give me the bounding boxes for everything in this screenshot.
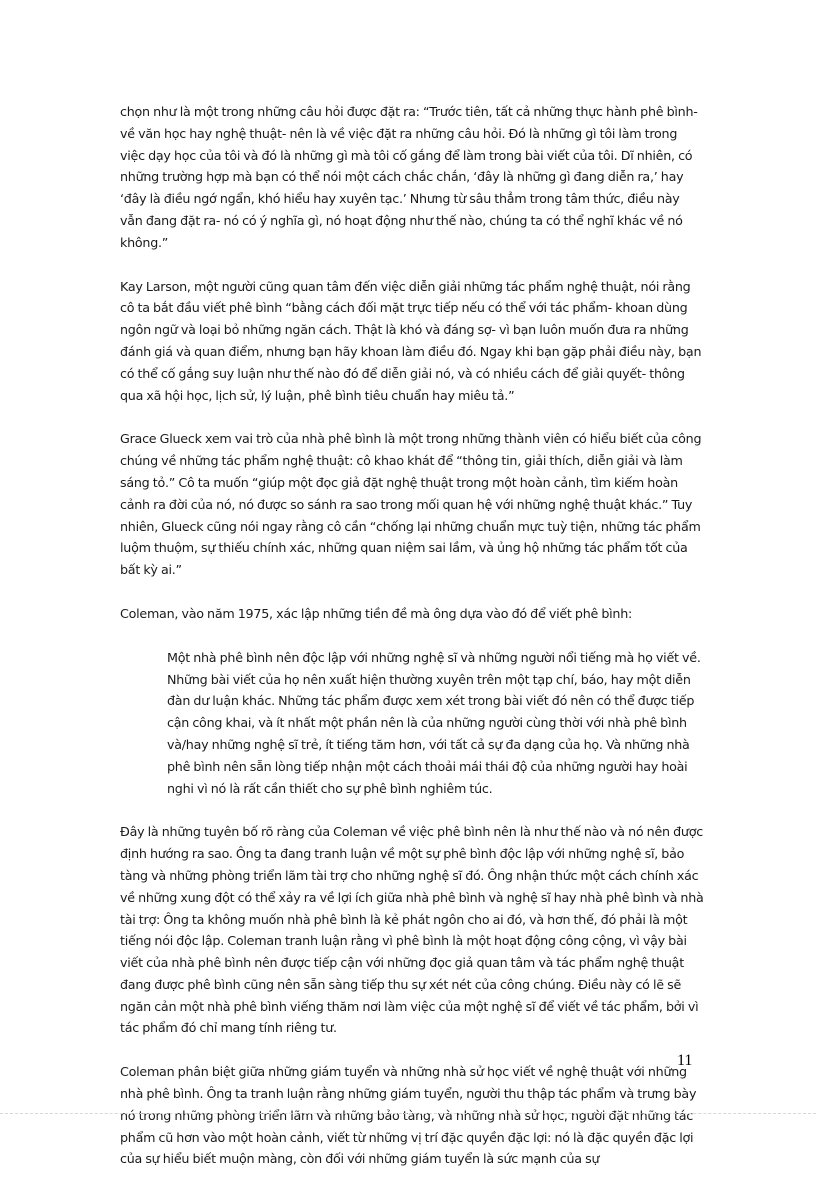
document-body <box>120 101 705 1192</box>
page-number: 11 <box>677 1052 693 1069</box>
paragraph-coleman-intro: Coleman, vào năm 1975, xác lập những tiền đề mà ông dựa vào đó để viết phê bình: <box>120 605 633 621</box>
paragraph-coleman-statement: Đây là những tuyên bố rõ ràng của Coleman về việc phê bình nên là như thế nào và nó nên được định hướng ra sao. Ông ta đang tranh luận về một sự phê bình độc lập với những nghệ sĩ, bảo tàng và những phòng triển lãm tài trợ cho những nghệ sĩ đó. Ông nhận thức một cách chính xác về những xung đột có thể xảy ra về lợi ích giữa nhà phê bình và nghệ sĩ hay nhà phê bình và nhà tài trợ: Ông ta không muốn nhà phê bình là kẻ phát ngôn cho ai đó, và hơn thế, đó phải là một tiếng nói độc lập. Coleman tranh luận rằng vì phê bình là một hoạt động công cộng, vì vậy bài viết của nhà phê bình nên được tiếp cận với những đọc giả quan tâm và tác phẩm nghệ thuật đang được phê bình cũng nên sẵn sàng tiếp thu sự xét nét của công chúng. Điều này có lẽ sẽ ngăn cản một nhà phê bình viếng thăm nơi làm việc của một nghệ sĩ để viết về tác phẩm, bởi vì tác phẩm đó chỉ mang tính riêng tư. <box>120 824 704 1036</box>
block-quote-coleman: Một nhà phê bình nên độc lập với những nghệ sĩ và những người nổi tiếng mà họ viết về. Những bài viết của họ nên xuất hiện thường xuyên trên một tạp chí, báo, hay một diễn đàn dư luận khác. Những tác phẩm được xem xét trong bài viết đó nên có thể được tiếp cận công khai, và ít nhất một phần nên là của những người cùng thời với nhà phê bình và/hay những nghệ sĩ trẻ, ít tiếng tăm hơn, với tất cả sự đa dạng của họ. Và những nhà phê bình nên sẵn lòng tiếp nhận một cách thoải mái thái độ của những người hay hoài nghi vì nó là rất cần thiết cho sự phê bình nghiêm túc. <box>167 649 701 796</box>
paragraph-question-intro: chọn như là một trong những câu hỏi được đặt ra: “Trước tiên, tất cả những thực hành phê bình- về văn học hay nghệ thuật- nên là về việc đặt ra những câu hỏi. Đó là những gì tôi làm trong việc dạy học của tôi và đó là những gì mà tôi cố gắng để làm trong bài viết của tôi. Dĩ nhiên, có những trường hợp mà bạn có thể nói một cách chắc chắn, ‘đây là những gì đang diễn ra,’ hay ‘đây là điều ngớ ngẩn, khó hiểu hay xuyên tạc.’ Nhưng từ sâu thẳm trong tâm thức, điều này vẫn đang đặt ra- nó có ý nghĩa gì, nó hoạt động như thế nào, chúng ta có thể nghĩ khác về nó không.” <box>120 104 698 250</box>
paragraph-grace-glueck: Grace Glueck xem vai trò của nhà phê bình là một trong những thành viên có hiểu biết của công chúng về những tác phẩm nghệ thuật: cô khao khát để “thông tin, giải thích, diễn giải và làm sáng tỏ.” Cô ta muốn “giúp một đọc giả đặt nghệ thuật trong một hoàn cảnh, tìm kiếm hoàn cảnh ra đời của nó, nó được so sánh ra sao trong mối quan hệ với những nghệ thuật khác.” Tuy nhiên, Glueck cũng nói ngay rằng cô cần “chống lại những chuẩn mực tuỳ tiện, những tác phẩm luộm thuộm, sự thiếu chính xác, những quan niệm sai lầm, và ủng hộ những tác phẩm tốt của bất kỳ ai.” <box>120 431 702 578</box>
page-edge-divider <box>0 1113 816 1114</box>
paragraph-kay-larson: Kay Larson, một người cũng quan tâm đến việc diễn giải những tác phẩm nghệ thuật, nói rằng cô ta bắt đầu viết phê bình “bằng cách đối mặt trực tiếp nếu có thể với tác phẩm- khoan dùng ngôn ngữ và loại bỏ những ngăn cách. Thật là khó và đáng sợ- vì bạn luôn muốn đưa ra những đánh giá và quan điểm, nhưng bạn hãy khoan làm điều đó. Ngay khi bạn gặp phải điều này, bạn có thể cố gắng suy luận như thế nào đó để diễn giải nó, và có nhiều cách để giải quyết- thông qua xã hội học, lịch sử, lý luận, phê bình tiêu chuẩn hay miêu tả.” <box>120 278 702 403</box>
paragraph-coleman-curators: Coleman phân biệt giữa những giám tuyển và những nhà sử học viết về nghệ thuật với những nhà phê bình. Ông ta tranh luận rằng những giám tuyển, người thu thập tác phẩm và trưng bày nó trong những phòng triển lãm và những bảo tàng, và những nhà sử học, người đặt những tác phẩm cũ hơn vào một hoàn cảnh, viết từ những vị trí đặc quyền đặc lợi: nó là đặc quyền đặc lợi của sự hiểu biết muộn màng, còn đối với những giám tuyển là sức mạnh của sự <box>120 1064 697 1167</box>
